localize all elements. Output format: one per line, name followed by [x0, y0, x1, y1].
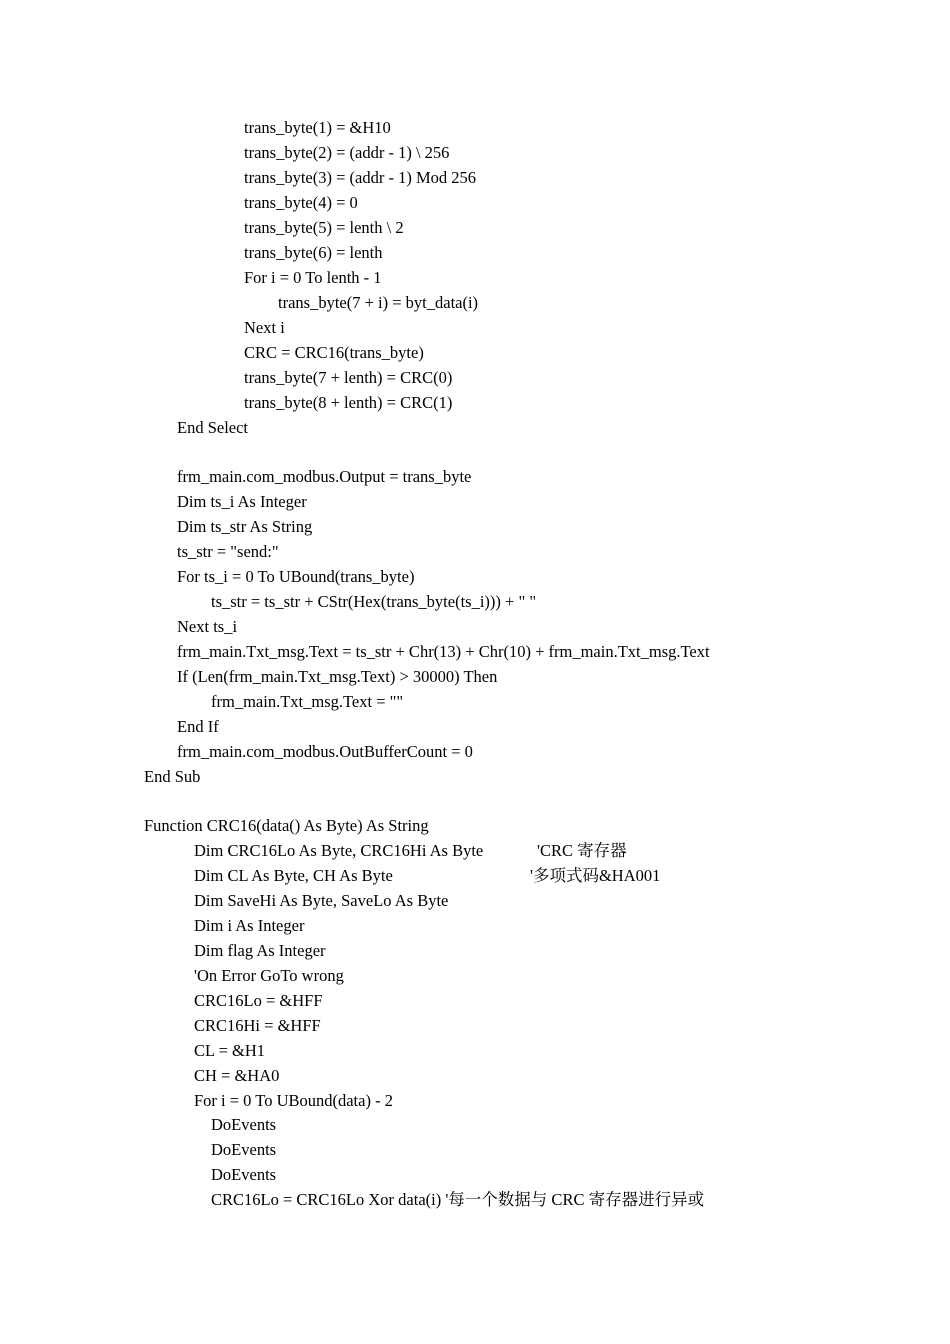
code-line: trans_byte(3) = (addr - 1) Mod 256 [244, 168, 476, 187]
code-line: For ts_i = 0 To UBound(trans_byte) [177, 567, 415, 586]
code-line: Dim i As Integer [194, 916, 305, 935]
code-line: If (Len(frm_main.Txt_msg.Text) > 30000) Then [177, 667, 498, 686]
code-line: trans_byte(8 + lenth) = CRC(1) [244, 393, 453, 412]
code-line: For i = 0 To lenth - 1 [244, 268, 382, 287]
code-line: Function CRC16(data() As Byte) As String [144, 816, 429, 835]
code-line: ts_str = "send:" [177, 542, 279, 561]
code-line: Dim CRC16Lo As Byte, CRC16Hi As Byte [194, 841, 484, 860]
code-line: DoEvents [211, 1140, 277, 1159]
code-line: CL = &H1 [194, 1041, 266, 1060]
code-line: trans_byte(2) = (addr - 1) \ 256 [244, 143, 450, 162]
code-line: frm_main.com_modbus.OutBufferCount = 0 [177, 742, 473, 761]
code-line: CRC16Hi = &HFF [194, 1016, 321, 1035]
code-line: Next i [244, 318, 285, 337]
code-line: Dim CL As Byte, CH As Byte [194, 866, 393, 885]
code-line: Dim flag As Integer [194, 941, 326, 960]
code-line: trans_byte(7 + lenth) = CRC(0) [244, 368, 453, 387]
code-line: CRC16Lo = &HFF [194, 991, 323, 1010]
code-line: CRC16Lo = CRC16Lo Xor data(i) '每一个数据与 CRC 寄存器进行异或 [211, 1190, 705, 1209]
code-line: Dim ts_str As String [177, 517, 313, 536]
code-line: For i = 0 To UBound(data) - 2 [194, 1091, 393, 1110]
code-line: CH = &HA0 [194, 1066, 280, 1085]
code-line: Next ts_i [177, 617, 238, 636]
code-line: Dim SaveHi As Byte, SaveLo As Byte [194, 891, 449, 910]
code-line: trans_byte(1) = &H10 [244, 118, 391, 137]
code-line: frm_main.com_modbus.Output = trans_byte [177, 467, 472, 486]
code-line: Dim ts_i As Integer [177, 492, 307, 511]
code-line: End Sub [144, 767, 201, 786]
code-line: trans_byte(4) = 0 [244, 193, 358, 212]
code-comment: 'CRC 寄存器 [537, 841, 627, 860]
code-line: DoEvents [211, 1165, 277, 1184]
code-line: trans_byte(5) = lenth \ 2 [244, 218, 404, 237]
code-line: ts_str = ts_str + CStr(Hex(trans_byte(ts_i))) + " " [211, 592, 537, 611]
code-line: End If [177, 717, 219, 736]
code-line: 'On Error GoTo wrong [194, 966, 344, 985]
code-line: frm_main.Txt_msg.Text = ts_str + Chr(13) + Chr(10) + frm_main.Txt_msg.Text [177, 642, 710, 661]
code-comment: '多项式码&HA001 [530, 866, 661, 885]
code-line: CRC = CRC16(trans_byte) [244, 343, 424, 362]
code-line: frm_main.Txt_msg.Text = "" [211, 692, 404, 711]
code-line: End Select [177, 418, 249, 437]
code-line: trans_byte(7 + i) = byt_data(i) [278, 293, 479, 312]
code-line: DoEvents [211, 1115, 277, 1134]
code-line: trans_byte(6) = lenth [244, 243, 383, 262]
